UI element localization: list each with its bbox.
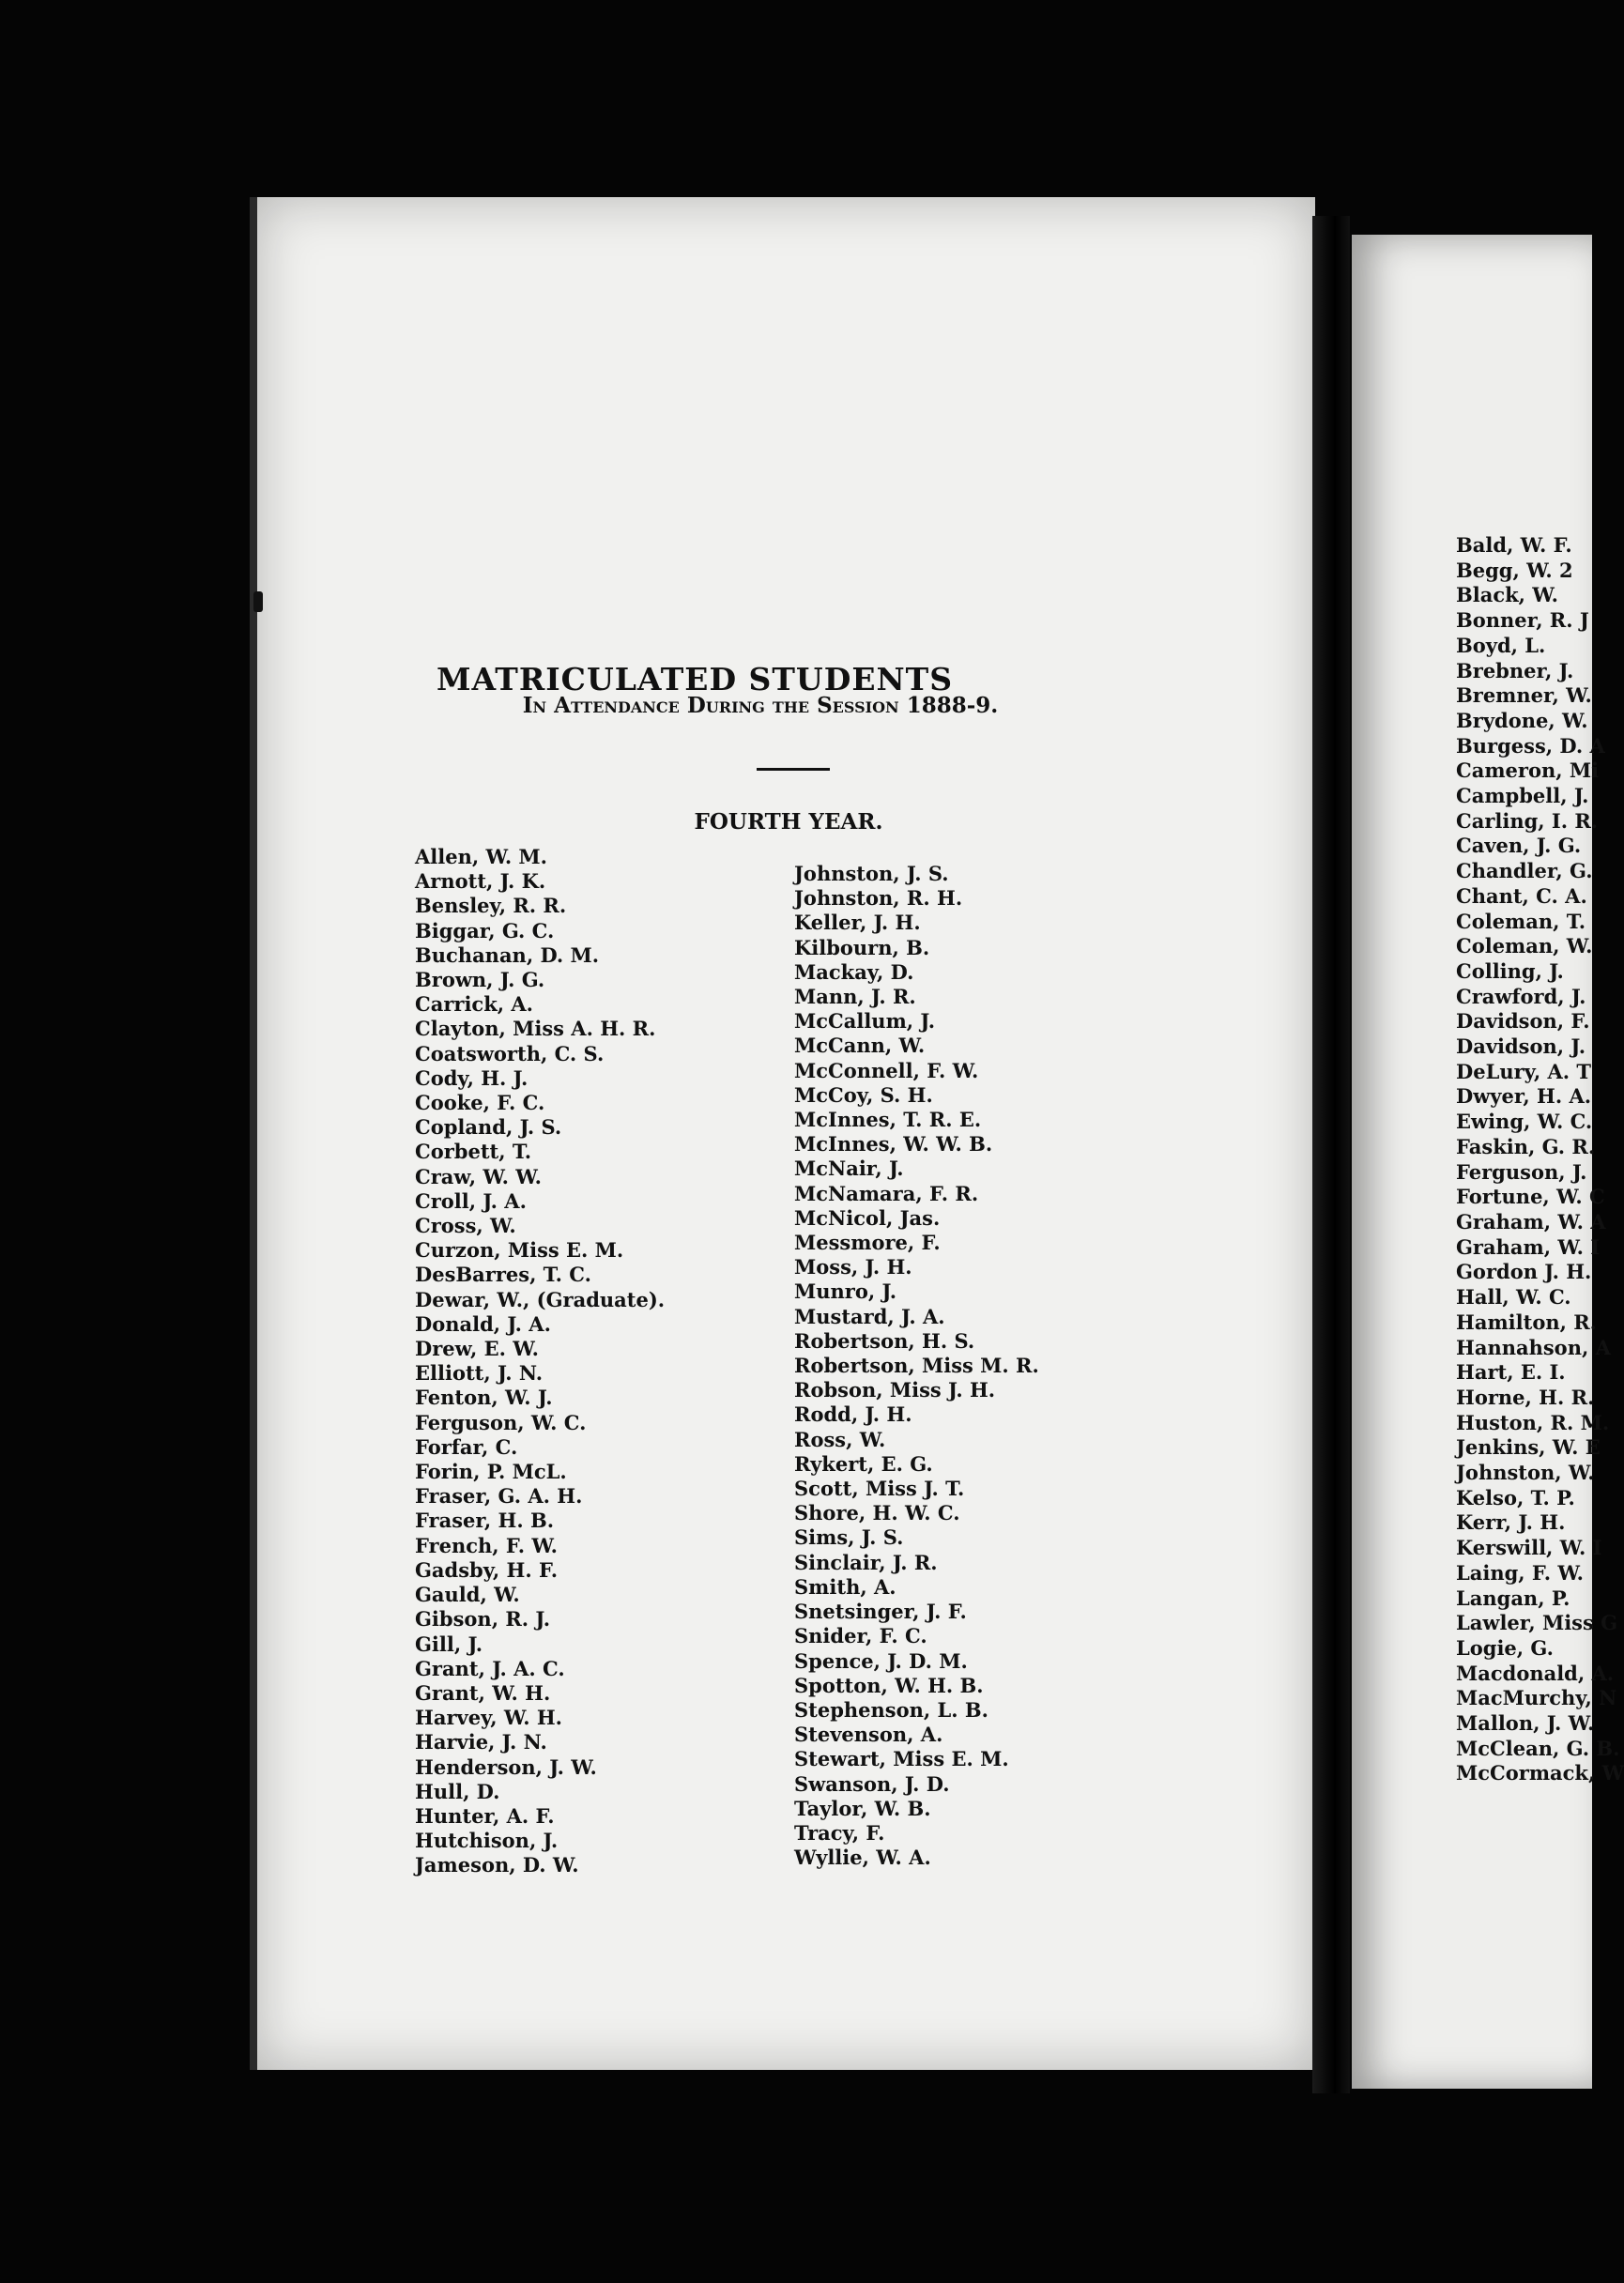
student-name: Cooke, F. C.	[415, 1091, 545, 1115]
names-column-right	[794, 862, 1039, 1870]
student-name: Clayton, Miss A. H. R.	[415, 1017, 656, 1041]
student-name: Hall, W. C.	[1456, 1285, 1571, 1310]
student-name: Fraser, G. A. H.	[415, 1484, 583, 1509]
student-name: McCallum, J.	[794, 1009, 936, 1034]
student-name: Spence, J. D. M.	[794, 1648, 968, 1673]
student-name: Mackay, D.	[794, 959, 914, 984]
student-name: Scott, Miss J. T.	[794, 1477, 965, 1501]
student-name: Biggar, G. C.	[415, 918, 555, 942]
student-name: Begg, W. 2	[1456, 558, 1573, 582]
student-name: Burgess, D. A	[1456, 733, 1605, 758]
student-name: Stephenson, L. B.	[794, 1697, 988, 1722]
ink-mark	[253, 591, 263, 612]
student-name: Stevenson, A.	[794, 1723, 943, 1747]
student-name: Huston, R. M.	[1456, 1410, 1610, 1434]
student-name: Harvey, W. H.	[415, 1706, 562, 1730]
student-name: Rodd, J. H.	[794, 1402, 912, 1427]
student-name: Sinclair, J. R.	[794, 1550, 938, 1574]
student-name: Coatsworth, C. S.	[415, 1041, 605, 1065]
student-name: Donald, J. A.	[415, 1311, 551, 1336]
student-name: Tracy, F.	[794, 1820, 885, 1845]
student-name: Gill, J.	[415, 1632, 483, 1656]
student-name: Moss, J. H.	[794, 1255, 912, 1279]
student-name: Robson, Miss J. H.	[794, 1378, 996, 1402]
student-name: DeLury, A. T	[1456, 1059, 1592, 1083]
student-name: Munro, J.	[794, 1279, 897, 1304]
student-name: McConnell, F. W.	[794, 1058, 979, 1082]
student-name: Craw, W. W.	[415, 1164, 542, 1188]
student-name: Snetsinger, J. F.	[794, 1600, 967, 1624]
student-name: Davidson, F.	[1456, 1009, 1590, 1034]
student-name: Kerswill, W. I	[1456, 1536, 1602, 1560]
student-name: Mann, J. R.	[794, 985, 916, 1009]
student-name: Swanson, J. D.	[794, 1771, 950, 1796]
student-name: Lawler, Miss G	[1456, 1611, 1618, 1635]
student-name: Chandler, G.	[1456, 859, 1593, 883]
student-name: Fenton, W. J.	[415, 1386, 553, 1410]
student-name: McNicol, Jas.	[794, 1205, 941, 1230]
student-name: Cody, H. J.	[415, 1065, 529, 1090]
student-name: Brown, J. G.	[415, 968, 545, 992]
student-name: Johnston, W.	[1456, 1461, 1595, 1485]
names-column-left	[415, 845, 665, 1878]
page-subtitle: In Attendance During the Session 1888-9.	[522, 693, 999, 718]
student-name: Crawford, J.	[1456, 984, 1586, 1008]
student-name: Taylor, W. B.	[794, 1796, 931, 1820]
student-name: French, F. W.	[415, 1533, 558, 1557]
student-name: Drew, E. W.	[415, 1337, 539, 1361]
student-name: Ferguson, J.	[1456, 1159, 1587, 1184]
student-name: Dwyer, H. A.	[1456, 1084, 1592, 1109]
student-name: McNamara, F. R.	[794, 1181, 979, 1205]
student-name: Langan, P.	[1456, 1586, 1570, 1610]
student-name: Hull, D.	[415, 1779, 500, 1803]
student-name: Copland, J. S.	[415, 1115, 562, 1140]
student-name: Chant, C. A.	[1456, 883, 1587, 908]
student-name: Graham, W. I	[1456, 1234, 1601, 1259]
student-name: Faskin, G. R.	[1456, 1134, 1596, 1158]
student-name: Kilbourn, B.	[794, 935, 930, 959]
student-name: Smith, A.	[794, 1574, 896, 1599]
student-name: Forfar, C.	[415, 1434, 518, 1459]
student-name: Ferguson, W. C.	[415, 1410, 587, 1434]
student-name: McInnes, T. R. E.	[794, 1108, 982, 1132]
student-name: Arnott, J. K.	[415, 869, 546, 894]
book-gutter	[1312, 216, 1350, 2093]
student-name: Keller, J. H.	[794, 911, 921, 935]
student-name: Shore, H. W. C.	[794, 1501, 960, 1525]
section-heading: FOURTH YEAR.	[694, 809, 883, 835]
student-name: Jenkins, W. E	[1456, 1435, 1601, 1460]
student-name: Ross, W.	[794, 1427, 886, 1451]
student-name: Hamilton, R.	[1456, 1310, 1597, 1334]
student-name: Sims, J. S.	[794, 1525, 904, 1550]
student-name: Macdonald, A.	[1456, 1661, 1615, 1685]
student-name: Rykert, E. G.	[794, 1451, 933, 1476]
student-name: Harvie, J. N.	[415, 1730, 547, 1754]
student-name: Curzon, Miss E. M.	[415, 1238, 624, 1263]
student-name: McClean, G. B.	[1456, 1736, 1620, 1760]
page-title: MATRICULATED STUDENTS	[436, 661, 954, 698]
left-page	[250, 197, 1315, 2070]
student-name: Ewing, W. C.	[1456, 1110, 1593, 1134]
student-name: Dewar, W., (Graduate).	[415, 1287, 666, 1311]
facing-page-names	[1456, 533, 1624, 1786]
student-name: Jameson, D. W.	[415, 1853, 579, 1877]
student-name: Grant, J. A. C.	[415, 1656, 565, 1680]
student-name: Caven, J. G.	[1456, 834, 1582, 858]
student-name: Kelso, T. P.	[1456, 1485, 1575, 1509]
student-name: Mallon, J. W.	[1456, 1711, 1595, 1736]
student-name: Elliott, J. N.	[415, 1361, 544, 1386]
student-name: Stewart, Miss E. M.	[794, 1747, 1009, 1771]
student-name: Messmore, F.	[794, 1231, 941, 1255]
student-name: Gordon J. H.	[1456, 1260, 1592, 1284]
student-name: McCoy, S. H.	[794, 1082, 933, 1107]
student-name: Hutchison, J.	[415, 1829, 559, 1853]
student-name: Mustard, J. A.	[794, 1304, 945, 1328]
student-name: Black, W.	[1456, 583, 1558, 607]
student-name: Horne, H. R.	[1456, 1385, 1595, 1409]
student-name: Bonner, R. J	[1456, 608, 1589, 633]
student-name: Wyllie, W. A.	[794, 1846, 931, 1870]
student-name: Gauld, W.	[415, 1583, 520, 1607]
student-name: Bensley, R. R.	[415, 894, 567, 918]
student-name: McInnes, W. W. B.	[794, 1132, 993, 1157]
student-name: Bald, W. F.	[1456, 533, 1572, 557]
student-name: Campbell, J.	[1456, 784, 1589, 808]
student-name: MacMurchy, N	[1456, 1686, 1617, 1710]
student-name: Allen, W. M.	[415, 845, 547, 868]
student-name: Robertson, H. S.	[794, 1328, 975, 1353]
student-name: Colling, J.	[1456, 958, 1564, 983]
student-name: Carling, I. R.	[1456, 808, 1599, 833]
student-name: Spotton, W. H. B.	[794, 1673, 984, 1697]
student-name: Henderson, J. W.	[415, 1754, 597, 1779]
student-name: Brydone, W.	[1456, 708, 1588, 732]
student-name: Boyd, L.	[1456, 633, 1546, 657]
student-name: Carrick, A.	[415, 992, 533, 1017]
student-name: Gibson, R. J.	[415, 1607, 551, 1632]
student-name: Cameron, Mi	[1456, 758, 1600, 783]
student-name: Johnston, R. H.	[794, 886, 963, 911]
student-name: Laing, F. W.	[1456, 1560, 1584, 1585]
student-name: McNair, J.	[794, 1157, 904, 1181]
student-name: Cross, W.	[415, 1214, 516, 1238]
student-name: Fraser, H. B.	[415, 1509, 555, 1533]
student-name: Gadsby, H. F.	[415, 1557, 559, 1582]
student-name: Buchanan, D. M.	[415, 942, 600, 967]
student-name: Grant, W. H.	[415, 1680, 551, 1705]
student-name: Corbett, T.	[415, 1140, 532, 1164]
student-name: Graham, W. A	[1456, 1209, 1606, 1233]
student-name: Hunter, A. F.	[415, 1803, 555, 1828]
student-name: Snider, F. C.	[794, 1624, 927, 1648]
student-name: Bremner, W.	[1456, 683, 1592, 708]
student-name: Croll, J. A.	[415, 1188, 527, 1213]
student-name: Forin, P. McL.	[415, 1460, 567, 1484]
student-name: Brebner, J.	[1456, 658, 1574, 682]
title-divider	[757, 768, 830, 771]
student-name: Johnston, J. S.	[794, 862, 949, 885]
student-name: DesBarres, T. C.	[415, 1263, 591, 1287]
student-name: Coleman, W.	[1456, 934, 1593, 958]
student-name: Hart, E. I.	[1456, 1360, 1566, 1385]
student-name: Hannahson, A	[1456, 1335, 1611, 1359]
student-name: Logie, G.	[1456, 1635, 1554, 1660]
student-name: Coleman, T.	[1456, 909, 1586, 933]
student-name: Fortune, W. C	[1456, 1185, 1605, 1209]
student-name: Davidson, J.	[1456, 1034, 1586, 1059]
student-name: Kerr, J. H.	[1456, 1510, 1566, 1535]
student-name: McCormack, W	[1456, 1761, 1624, 1785]
student-name: McCann, W.	[794, 1034, 926, 1058]
student-name: Robertson, Miss M. R.	[794, 1354, 1039, 1378]
